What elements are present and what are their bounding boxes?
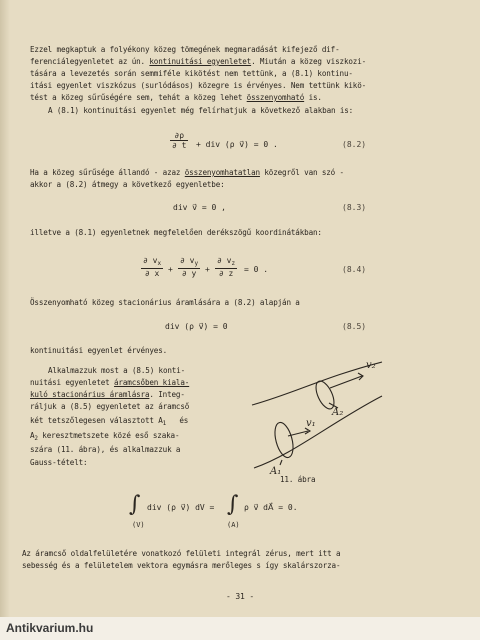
text-line: kuló stacionárius áramlásra. Integ- — [30, 390, 185, 399]
text-line: Az áramcső oldalfelületére vonatkozó felületi integrál zérus, mert itt a — [22, 549, 341, 558]
fraction-dvz-dz: $\frac{\partial v_z}{\partial z}$ — [217, 256, 236, 278]
equation-gauss-right: ρ v⃗ dA⃗ = 0. — [244, 503, 298, 512]
equation-8-5: div (ρ v⃗) = 0 — [165, 322, 228, 331]
text-line: szára (11. ábra), és alkalmazzuk a — [30, 445, 181, 454]
text-line: itási egyenlet viszkózus (surlódásos) közegre is érvényes. Nem tettünk kikö- — [30, 81, 367, 90]
text-line: sebesség és a felületelem vektora egymásra merőleges s így skalárszorza- — [22, 561, 341, 570]
text-line: nuitási egyenletet áramcsőben kiala- — [30, 378, 190, 387]
text-line: akkor a (8.2) átmegy a következő egyenletbe: — [30, 180, 225, 189]
label-a1: A₁ — [270, 466, 282, 475]
equation-number: (8.4) — [342, 265, 367, 274]
integral-sign-volume: ∫ — [129, 492, 141, 517]
leader-a1 — [280, 460, 282, 465]
text-line: illetve a (8.1) egyenletnek megfelelően derékszögű koordinátákban: — [30, 228, 322, 237]
tube-lower-wall — [254, 396, 382, 468]
term-stacionarius-aramlas: kuló stacionárius áramlásra — [30, 390, 150, 399]
fraction-dvy-dy: $\frac{\partial v_y}{\partial y}$ — [180, 256, 199, 278]
term-osszenyomhatatlan: összenyomhatatlan — [184, 168, 260, 177]
text-line: A (8.1) kontinuitási egyenlet még felírhatjuk a következő alakban is: — [48, 106, 354, 115]
text-line: ráljuk a (8.5) egyenletet az áramcső — [30, 402, 190, 411]
term-osszenyomhato: összenyomható — [246, 93, 305, 102]
stream-tube-figure — [232, 350, 392, 475]
figure-caption: 11. ábra — [280, 475, 316, 484]
text-line: két tetszőlegesen választott $A_1$ és — [30, 416, 189, 427]
equation-8-2: + div (ρ v⃗) = 0 . — [196, 140, 278, 149]
text-line: Összenyomható közeg stacionárius áramlására a (8.2) alapján a — [30, 298, 300, 307]
text-line: Alkalmazzuk most a (8.5) konti- — [48, 366, 186, 375]
watermark-text: Antikvarium.hu — [6, 621, 94, 635]
equation-gauss-left: div (ρ v⃗) dV = — [147, 503, 215, 512]
integral-sign-surface: ∫ — [227, 492, 239, 517]
text-line: tására a levezetés során semmiféle kikötést nem tettünk, a (8.1) kontinu- — [30, 69, 353, 78]
text-line: tést a közeg sűrűségére sem, tehát a közeg lehet összenyomható is. — [30, 93, 322, 102]
page-number: - 31 - — [226, 592, 254, 601]
equation-number: (8.3) — [342, 203, 367, 212]
term-aramcsoben: áramcsőben kiala- — [114, 378, 190, 387]
text-line: Ezzel megkaptuk a folyékony közeg tömegének megmaradását kifejező dif- — [30, 45, 340, 54]
text-line: Gauss-tételt: — [30, 458, 88, 467]
text-line: ferenciálegyenletet az ún. kontinuitási egyenletet. Miután a közeg viszkozi- — [30, 57, 367, 66]
fraction-dvx-dx: $\frac{\partial v_x}{\partial x}$ — [143, 256, 162, 278]
text-line: Ha a közeg sűrűsége állandó - azaz összenyomhatatlan közegről van szó - — [30, 168, 344, 177]
fraction-drho-dt: $\frac{\partial\rho}{\partial t}$ — [172, 131, 187, 150]
equation-number: (8.5) — [342, 322, 367, 331]
equation-8-4-end: = 0 . — [244, 265, 269, 274]
label-a2: A₂ — [332, 407, 344, 418]
binding-shadow — [0, 0, 10, 617]
integral-domain-a: (A) — [227, 521, 240, 529]
equation-number: (8.2) — [342, 140, 367, 149]
text-line: $A_2$ keresztmetszete közé eső szaka- — [30, 431, 180, 442]
integral-domain-v: (V) — [132, 521, 145, 529]
plus-sign: + — [205, 265, 210, 274]
plus-sign: + — [168, 265, 173, 274]
watermark-bar — [0, 617, 480, 640]
text-line: kontinuitási egyenlet érvényes. — [30, 346, 168, 355]
label-v2: v₂ — [366, 360, 376, 371]
equation-8-3: div v⃗ = 0 , — [173, 203, 226, 212]
arrow-v2-line — [330, 376, 362, 388]
label-v1: v₁ — [306, 418, 316, 429]
term-kontinuitasi-egyenlet: kontinuitási egyenletet — [149, 57, 252, 66]
cross-section-a1 — [272, 421, 297, 460]
